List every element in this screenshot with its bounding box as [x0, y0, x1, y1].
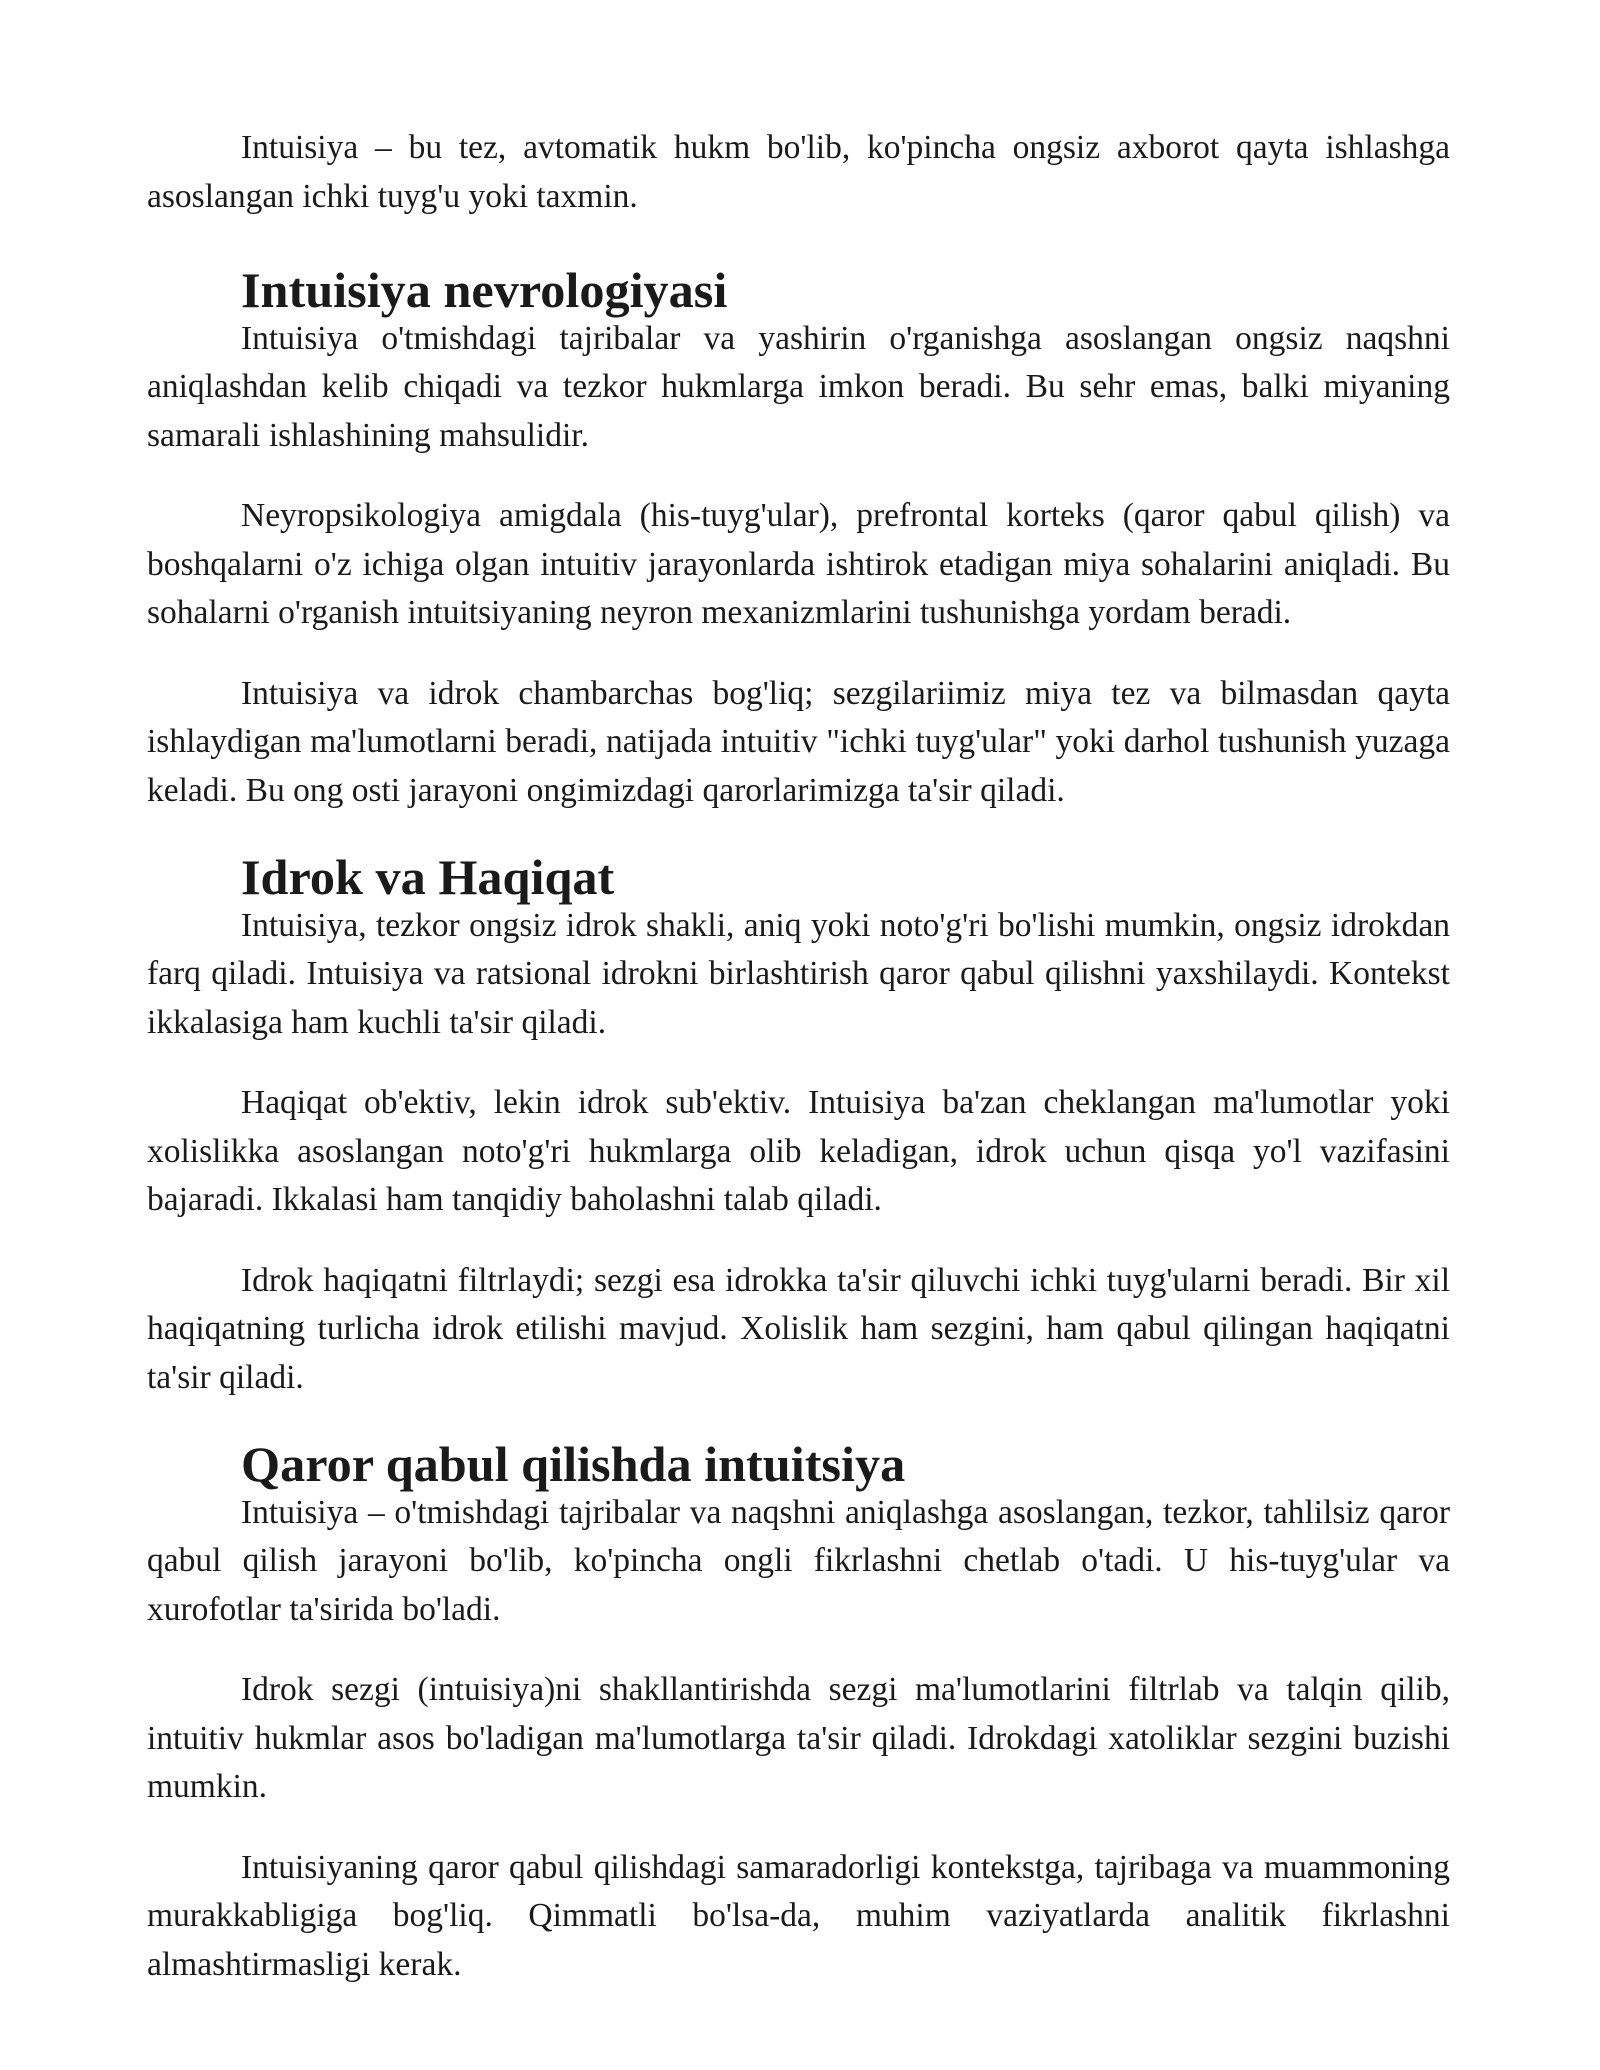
section-heading-perception-reality: Idrok va Haqiqat	[241, 849, 615, 905]
decision-paragraph-2: Idrok sezgi (intuisiya)ni shakllantirishda sezgi ma'lumotlarini filtrlab va talqin qilib, intuitiv hukmlar asos bo'ladigan ma'lumotlarga ta'sir qiladi. Idrokdagi xatoliklar sezgini buzishi mumkin.	[147, 1671, 1450, 1805]
decision-paragraph-3: Intuisiyaning qaror qabul qilishdagi samaradorligi kontekstga, tajribaga va muammoning murakkabligiga bog'liq. Qimmatli bo'lsa-da, muhim vaziyatlarda analitik fikrlashni almashtirmasligi kerak.	[147, 1848, 1450, 1983]
document-page	[147, 124, 1450, 1989]
neurology-paragraph-3: Intuisiya va idrok chambarchas bog'liq; sezgilariimiz miya tez va bilmasdan qayta ishlaydigan ma'lumotlarni beradi, natijada intuitiv "ichki tuyg'ular" yoki darhol tushunish yuzaga keladi. Bu ong osti jarayoni ongimizdagi qarorlarimizga ta'sir qiladi.	[147, 674, 1450, 809]
perception-paragraph-2: Haqiqat ob'ektiv, lekin idrok sub'ektiv. Intuisiya ba'zan cheklangan ma'lumotlar yoki xolislikka asoslangan noto'g'ri hukmlarga olib keladigan, idrok uchun qisqa yo'l vazifasini bajaradi. Ikkalasi ham tanqidiy baholashni talab qiladi.	[147, 1084, 1450, 1218]
perception-paragraph-3: Idrok haqiqatni filtrlaydi; sezgi esa idrokka ta'sir qiluvchi ichki tuyg'ularni beradi. Bir xil haqiqatning turlicha idrok etilishi mavjud. Xolislik ham sezgini, ham qabul qilingan haqiqatni ta'sir qiladi.	[147, 1261, 1450, 1396]
perception-paragraph-1: Intuisiya, tezkor ongsiz idrok shakli, aniq yoki noto'g'ri bo'lishi mumkin, ongsiz idrokdan farq qiladi. Intuisiya va ratsional idrokni birlashtirish qaror qabul qilishni yaxshilaydi. Kontekst ikkalasiga ham kuchli ta'sir qiladi.	[147, 906, 1450, 1041]
neurology-paragraph-1: Intuisiya o'tmishdagi tajribalar va yashirin o'rganishga asoslangan ongsiz naqshni aniqlashdan kelib chiqadi va tezkor hukmlarga imkon beradi. Bu sehr emas, balki miyaning samarali ishlashining mahsulidir.	[147, 319, 1450, 454]
section-heading-decision-making: Qaror qabul qilishda intuitsiya	[241, 1436, 906, 1492]
section-heading-neurology: Intuisiya nevrologiyasi	[241, 262, 728, 318]
decision-paragraph-1: Intuisiya – o'tmishdagi tajribalar va naqshni aniqlashga asoslangan, tezkor, tahlilsiz qaror qabul qilish jarayoni bo'lib, ko'pincha ongli fikrlashni chetlab o'tadi. U his-tuyg'ular va xurofotlar ta'sirida bo'ladi.	[147, 1493, 1450, 1628]
intro-paragraph: Intuisiya – bu tez, avtomatik hukm bo'lib, ko'pincha ongsiz axborot qayta ishlashga asoslangan ichki tuyg'u yoki taxmin.	[147, 129, 1450, 215]
neurology-paragraph-2: Neyropsikologiya amigdala (his-tuyg'ular), prefrontal korteks (qaror qabul qilish) va boshqalarni o'z ichiga olgan intuitiv jarayonlarda ishtirok etadigan miya sohalarini aniqladi. Bu sohalarni o'rganish intuitsiyaning neyron mexanizmlarini tushunishga yordam beradi.	[147, 497, 1450, 631]
